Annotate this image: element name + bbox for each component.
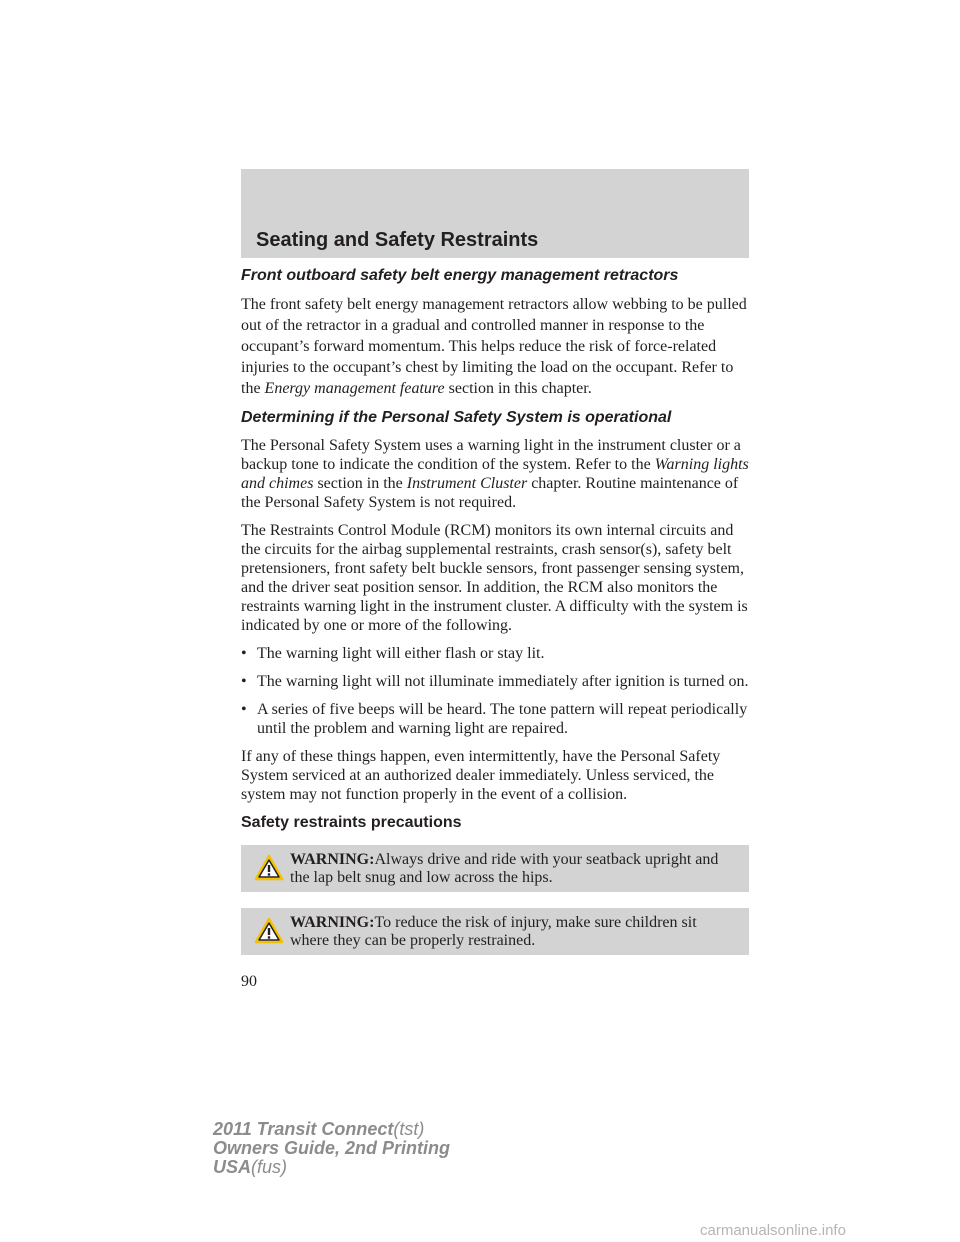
warning-box (241, 908, 749, 955)
precautions-heading: Safety restraints precautions (241, 814, 462, 831)
footer-line-3 (213, 1158, 450, 1177)
list-item (241, 672, 751, 691)
warning-message: To reduce the risk of injury, make sure children sit where they can be properly restrained. (290, 914, 697, 949)
footer-model-code: (tst) (393, 1119, 425, 1139)
operational-text: The Personal Safety System uses a warning light in the instrument cluster or a backup tone to indicate the condition of the system. Refer to the (241, 437, 741, 473)
retractors-heading: Front outboard safety belt energy management retractors (241, 267, 679, 284)
footer-market-code: (fus) (251, 1157, 288, 1177)
bullet-icon: • (241, 645, 247, 662)
warning-label: WARNING: (290, 851, 375, 868)
retractors-text-end: section in this chapter. (444, 380, 592, 397)
list-item (241, 700, 751, 738)
warning-text (290, 851, 735, 887)
warning-triangle-icon (254, 917, 284, 944)
operational-paragraph-3: If any of these things happen, even intermittently, have the Personal Safety System serviced at an authorized dealer immediately. Unless serviced, the system may not function properly in the event of a collision. (241, 748, 721, 803)
warning-triangle-icon (254, 854, 284, 881)
symptom-list (241, 644, 751, 738)
document-footer (213, 1120, 450, 1177)
operational-text-mid: section in the (313, 475, 407, 492)
footer-line-1 (213, 1120, 450, 1139)
bullet-icon: • (241, 701, 247, 718)
warning-text (290, 914, 735, 950)
list-item-text: The warning light will either flash or stay lit. (257, 645, 545, 662)
energy-management-reference: Energy management feature (264, 380, 445, 397)
operational-heading: Determining if the Personal Safety System is operational (241, 409, 672, 426)
operational-paragraph-2: The Restraints Control Module (RCM) monitors its own internal circuits and the circuits for the airbag supplemental restraints, crash sensor(s), safety belt pretensioners, front safety belt buckle sensors, front passenger sensing system, and the driver seat position sensor. In addition, the RCM also monitors the restraints warning light in the instrument cluster. A difficulty with the system is indicated by one or more of the following. (241, 522, 748, 634)
retractors-text: The front safety belt energy management retractors allow webbing to be pulled out of the retractor in a gradual and controlled manner in response to the occupant’s forward momentum. This helps reduce the risk of force-related injuries to the occupant’s chest by limiting the load on the occupant. Refer to the (241, 296, 747, 397)
page-title: Seating and Safety Restraints (256, 229, 539, 251)
warning-box (241, 845, 749, 892)
retractors-paragraph (241, 294, 751, 399)
footer-model: 2011 Transit Connect (213, 1119, 394, 1139)
page-number: 90 (241, 973, 257, 990)
bullet-icon: • (241, 673, 247, 690)
list-item-text: The warning light will not illuminate immediately after ignition is turned on. (257, 673, 749, 690)
warning-message: Always drive and ride with your seatback upright and the lap belt snug and low across the hips. (290, 851, 719, 886)
warning-lights-reference: Warning lights and chimes (241, 456, 749, 492)
instrument-cluster-reference: Instrument Cluster (406, 475, 528, 492)
footer-line-2 (213, 1139, 450, 1158)
footer-guide: Owners Guide, 2nd Printing (213, 1138, 451, 1158)
page-content (241, 266, 751, 841)
operational-paragraph-1 (241, 436, 751, 512)
warning-label: WARNING: (290, 914, 375, 931)
operational-text-end: chapter. Routine maintenance of the Personal Safety System is not required. (241, 475, 739, 511)
list-item (241, 644, 751, 663)
list-item-text: A series of five beeps will be heard. The tone pattern will repeat periodically until the problem and warning light are repaired. (257, 701, 748, 737)
watermark: carmanualsonline.info (700, 1222, 846, 1239)
footer-market: USA (213, 1157, 252, 1177)
